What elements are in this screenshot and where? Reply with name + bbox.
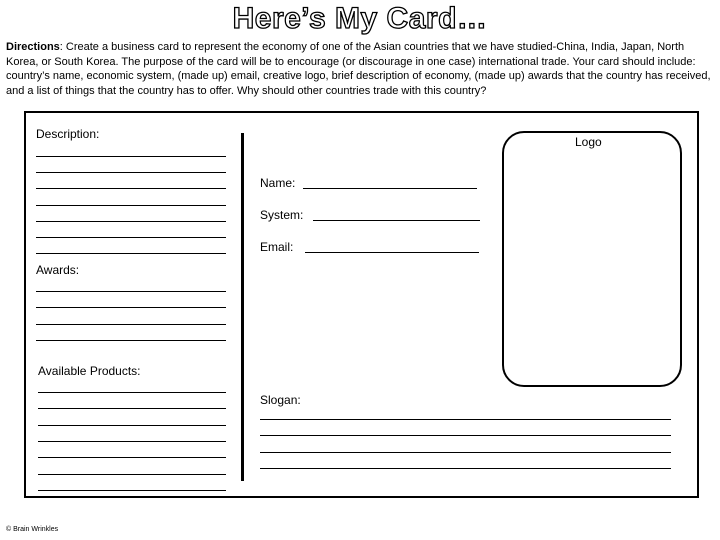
worksheet-title: Here’s My Card… <box>232 2 488 35</box>
description-line[interactable] <box>36 237 226 238</box>
directions-label: Directions <box>6 41 60 53</box>
awards-label: Awards: <box>36 263 80 277</box>
products-line[interactable] <box>38 408 226 409</box>
system-field-line[interactable] <box>313 220 480 221</box>
directions-paragraph <box>6 40 716 98</box>
products-line[interactable] <box>38 457 226 458</box>
name-label: Name: <box>260 176 296 190</box>
awards-line[interactable] <box>36 307 226 308</box>
email-field-line[interactable] <box>305 252 479 253</box>
awards-line[interactable] <box>36 324 226 325</box>
system-label: System: <box>260 208 304 222</box>
products-line[interactable] <box>38 392 226 393</box>
directions-text: : Create a business card to represent the economy of one of the Asian countries that we have studied-China, India, Japan, North Korea, or South Korea. The purpose of the card will be to encourage (or discourage in one case) international trade. Your card should include: country’s name, economic system, (made up) email, creative logo, brief description of economy, (made up) awards that the country has received, and a list of things that the country has to offer. Why should other countries trade with this country? <box>6 41 711 97</box>
copyright-footer: © Brain Wrinkles <box>6 526 59 533</box>
description-line[interactable] <box>36 253 226 254</box>
products-line[interactable] <box>38 490 226 491</box>
description-line[interactable] <box>36 188 226 189</box>
card-divider <box>241 133 244 481</box>
slogan-line[interactable] <box>260 452 671 453</box>
awards-line[interactable] <box>36 340 226 341</box>
products-line[interactable] <box>38 425 226 426</box>
description-line[interactable] <box>36 221 226 222</box>
awards-line[interactable] <box>36 291 226 292</box>
available-products-label: Available Products: <box>38 364 141 378</box>
logo-box[interactable] <box>502 131 682 387</box>
slogan-line[interactable] <box>260 435 671 436</box>
slogan-line[interactable] <box>260 419 671 420</box>
description-line[interactable] <box>36 205 226 206</box>
name-field-line[interactable] <box>303 188 477 189</box>
description-label: Description: <box>36 127 100 141</box>
logo-label: Logo <box>575 135 602 149</box>
description-line[interactable] <box>36 172 226 173</box>
slogan-line[interactable] <box>260 468 671 469</box>
products-line[interactable] <box>38 441 226 442</box>
products-line[interactable] <box>38 474 226 475</box>
business-card-template <box>24 111 699 498</box>
slogan-label: Slogan: <box>260 393 301 407</box>
description-line[interactable] <box>36 156 226 157</box>
email-label: Email: <box>260 240 294 254</box>
